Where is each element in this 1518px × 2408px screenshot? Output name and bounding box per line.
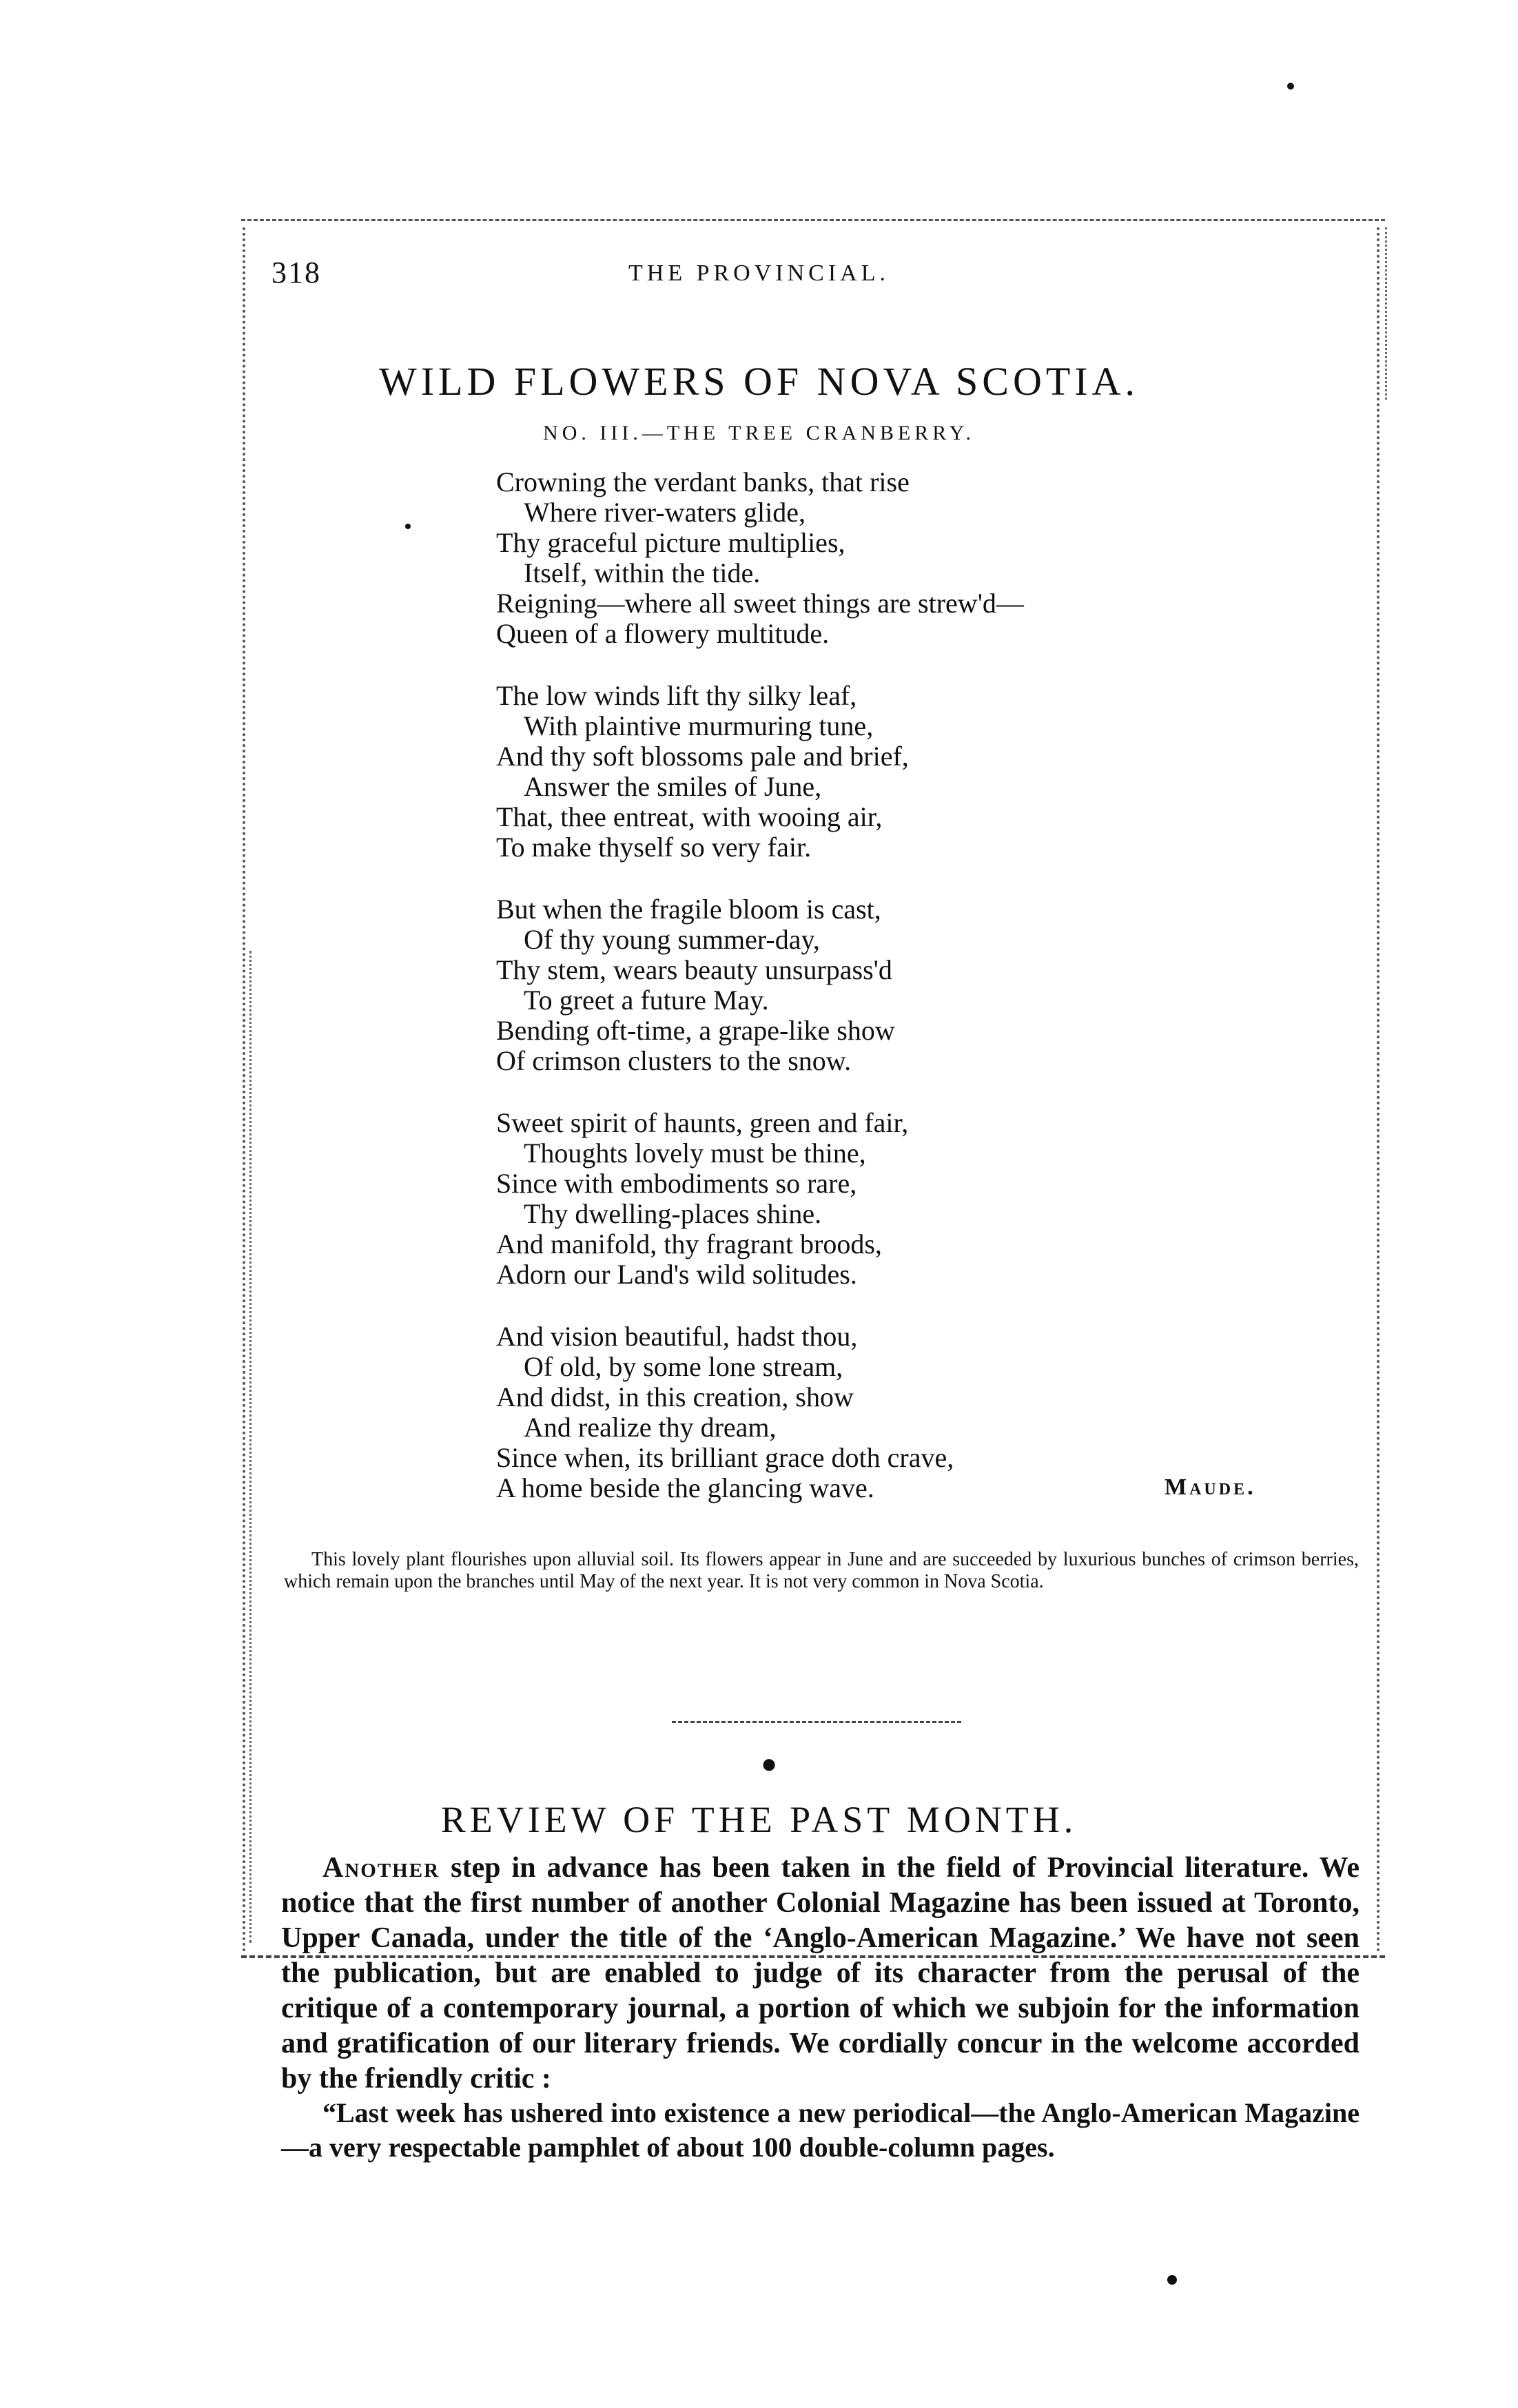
poem-line: With plaintive murmuring tune, bbox=[524, 710, 874, 741]
section-divider bbox=[672, 1721, 961, 1723]
poem-line: And realize thy dream, bbox=[524, 1412, 777, 1443]
running-title: THE PROVINCIAL. bbox=[628, 260, 890, 286]
poem-line: Thy dwelling-places shine. bbox=[524, 1198, 822, 1229]
poem-body bbox=[496, 467, 1254, 1535]
poem-title: WILD FLOWERS OF NOVA SCOTIA. bbox=[378, 359, 1140, 404]
review-quote: “Last week has ushered into existence a new periodical—the Anglo-American Magazine—a very respectable pamphlet of about 100 double-column pages. bbox=[281, 2097, 1360, 2163]
scan-speck bbox=[1287, 83, 1294, 90]
poem-line: Answer the smiles of June, bbox=[524, 771, 822, 802]
poem-line: And manifold, thy fragrant broods, bbox=[496, 1228, 882, 1259]
poem-line: That, thee entreat, with wooing air, bbox=[496, 801, 883, 832]
poem-line: Since with embodiments so rare, bbox=[496, 1168, 857, 1199]
poem-line: Thy graceful picture multiplies, bbox=[496, 527, 845, 558]
poem-line: But when the fragile bloom is cast, bbox=[496, 894, 881, 925]
poem-stanza bbox=[496, 894, 1254, 1076]
poem-signature: Maude. bbox=[1165, 1474, 1256, 1500]
poem-line: Queen of a flowery multitude. bbox=[496, 618, 830, 649]
poem-line: A home beside the glancing wave. bbox=[496, 1472, 874, 1503]
poem-stanza bbox=[496, 1321, 1254, 1503]
poem-line: Of thy young summer-day, bbox=[524, 924, 820, 955]
poem-line: Of old, by some lone stream, bbox=[524, 1351, 843, 1382]
page-number: 318 bbox=[271, 256, 321, 289]
bullet-ornament-icon: ● bbox=[761, 1748, 778, 1779]
poem-line: The low winds lift thy silky leaf, bbox=[496, 680, 857, 711]
poem-line: And vision beautiful, hadst thou, bbox=[496, 1321, 858, 1352]
poem-line: Sweet spirit of haunts, green and fair, bbox=[496, 1107, 909, 1138]
poem-line: Where river-waters glide, bbox=[524, 497, 806, 528]
poem-line: Adorn our Land's wild solitudes. bbox=[496, 1259, 857, 1290]
poem-stanza bbox=[496, 467, 1254, 649]
poem-line: And didst, in this creation, show bbox=[496, 1381, 854, 1412]
review-paragraph bbox=[281, 1851, 1360, 2097]
page-border-left bbox=[243, 227, 245, 1953]
poem-line: Since when, its brilliant grace doth crave, bbox=[496, 1442, 954, 1473]
poem-line: To make thyself so very fair. bbox=[496, 832, 812, 863]
poem-line: Bending oft-time, a grape-like show bbox=[496, 1015, 895, 1046]
poem-line: Thy stem, wears beauty unsurpass'd bbox=[496, 954, 892, 985]
poem-line: Crowning the verdant banks, that rise bbox=[496, 466, 910, 497]
poem-line: Of crimson clusters to the snow. bbox=[496, 1045, 852, 1076]
poem-line: To greet a future May. bbox=[524, 985, 769, 1016]
poem-line: And thy soft blossoms pale and brief, bbox=[496, 741, 909, 772]
poem-line: Itself, within the tide. bbox=[524, 557, 761, 588]
poem-subtitle: NO. III.—THE TREE CRANBERRY. bbox=[543, 422, 975, 444]
poem-stanza bbox=[496, 681, 1254, 863]
scan-speck bbox=[405, 524, 411, 529]
review-lead-word: Another bbox=[322, 1852, 440, 1884]
poem-line: Reigning—where all sweet things are strew'd— bbox=[496, 588, 1024, 619]
scan-speck bbox=[1167, 2275, 1177, 2285]
page-border-top bbox=[241, 219, 1385, 221]
page-border-left-inner bbox=[249, 951, 252, 1943]
poem-line: Thoughts lovely must be thine, bbox=[524, 1138, 866, 1169]
page-border-right bbox=[1377, 227, 1379, 1953]
review-title: REVIEW OF THE PAST MONTH. bbox=[440, 1799, 1078, 1840]
review-paragraph-text: step in advance has been taken in the field of Provincial literature. We notice that the first number of another Colonial Magazine has been issued at Toronto, Upper Canada, under the title of the ‘Anglo-American Magazine.’ We have not seen the publication, but are enabled to judge of its character from the perusal of the critique of a contemporary journal, a portion of which we subjoin for the information and gratification of our literary friends. We cordially concur in the welcome accorded by the friendly critic : bbox=[281, 1852, 1360, 2095]
poem-footnote: This lovely plant flourishes upon alluvial soil. Its flowers appear in June and are succeeded by luxurious bunches of crimson berries, which remain upon the branches until May of the next year. It is not very common in Nova Scotia. bbox=[284, 1549, 1359, 1592]
poem-stanza bbox=[496, 1108, 1254, 1290]
